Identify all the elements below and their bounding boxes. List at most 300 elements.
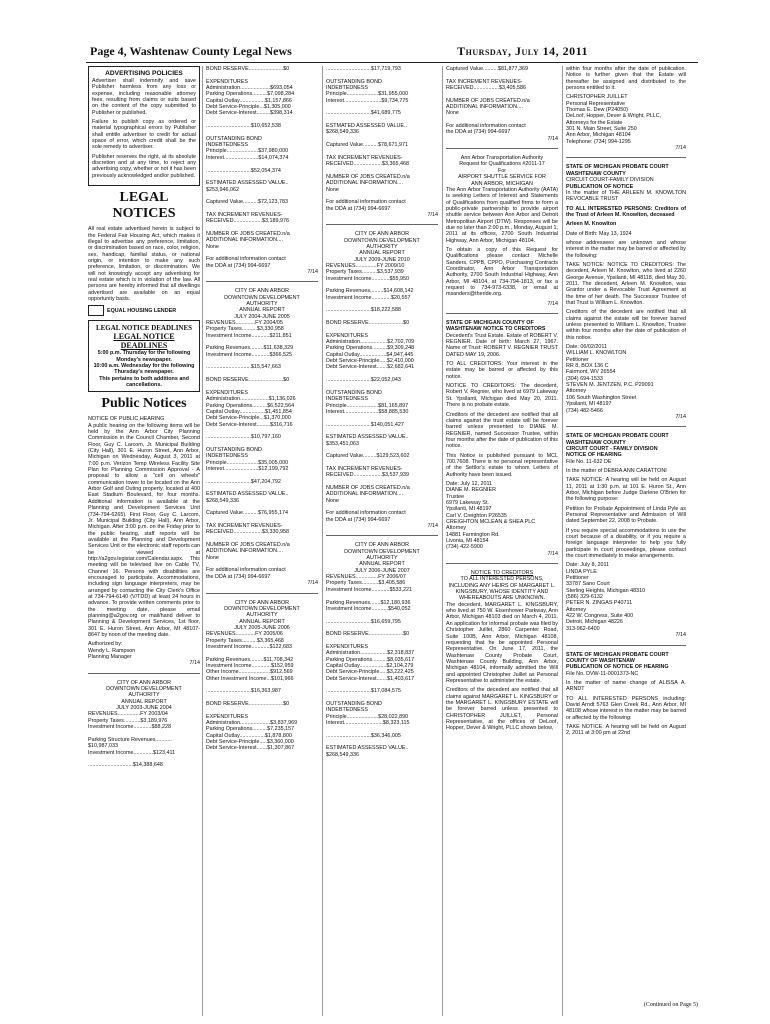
report-heading: JULY 2004-JUNE 2005 [234, 313, 290, 320]
text-line: Capital Outlay.................$1,157,866 [206, 97, 292, 104]
text-line: Fairmont, WV 26554 [566, 369, 616, 376]
text-line: NUMBER OF JOBS CREATED.n/a [326, 485, 410, 491]
text-line: Investment Income............$122,683 [206, 643, 292, 650]
notice-text: TAKE NOTICE: NOTICE TO CREDITORS: The decedent, Arleen M. Knowlton, who lived at 2260 George Avenue, Ypsilanti, MI 48118, died May 30, 2011. The decedent, Arleen M. Knowlton, was Grantor under a Revocable Trust Agreement at the time of her death. The Successor Trustee of that Trust is William L. Knowlton. [566, 261, 686, 306]
report-heading: AUTHORITY [246, 612, 278, 619]
notice-heading: STATE OF MICHIGAN PROBATE COURT WASHTENAW COUNTY [566, 433, 669, 446]
notice-date: 7/14 [675, 632, 686, 639]
notice-heading: TO ALL INTERESTED PERSONS, INCLUDING ANY HEIRS OF MARGARET L. KINGSBURY, WHOSE IDENTITY AND WHEREABOUTS ARE UNKNOWN. [448, 576, 556, 602]
text-line: Investment Income............$88,228 [88, 724, 171, 731]
fair-housing-text: All real estate advertised herein is subject to the Federal Fair Housing Act, which makes it illegal to advertise any preference, limitation, or discrimination based on race, color, religion, sex, handicap, familial status, or national origin, or intention to make any such preference, limitation, or discrimination. We will not knowingly accept any advertising for real estate which is in violation of the law. All persons are hereby informed that all dwellings advertised are available on an equal opportunity basis. [88, 226, 200, 302]
report-heading: CITY OF ANN ARBOR [116, 679, 172, 686]
deadlines-title-large: LEGAL NOTICE DEADLINES [113, 332, 175, 351]
text-line: Property Taxes..........$3,537,939 [326, 269, 404, 276]
notice-text: The decedent, MARGARET L. KINGSBURY, who lived at 750 W. Eisenhower Parkway, Ann Arbor, Michigan 48103 died on March 4, 2011. An application for informal probate was filed by Christopher Juillet, 2860 Carpenter Road, Suite 100B, Ann Arbor, Michigan 48108, requesting that he be appointed Personal Representative. On June 17, 2011, the Washtenaw County Probate Court, Washtenaw County Building, Ann Arbor, Michigan 48104, informally admitted the Will and appointed Christopher Juillet as Personal Representative to administer the estate. [446, 601, 558, 684]
hearing-heading: NOTICE OF PUBLIC HEARING [88, 416, 165, 423]
text-line: Debt Service-Principle...$1,305,000 [206, 104, 291, 111]
text-line: 33787 Sano Court [566, 581, 610, 588]
text-line: Capital Outlay..................$2,104,279 [326, 662, 414, 669]
text-line: Date: July 8, 2011 [566, 562, 610, 569]
report-heading: DOWNTOWN DEVELOPMENT [106, 686, 182, 693]
text-line: Attorney [446, 525, 467, 532]
text-line: Petitioner [566, 575, 589, 582]
text-line: Parking Operations..........$7,235,157 [206, 726, 295, 733]
text-line: Parking Operations..........$6,522,564 [206, 402, 295, 409]
column-divider [322, 66, 323, 1016]
text-line: DeLoof, Hopper, Dever & Wright, PLLC, [566, 113, 662, 120]
divider [566, 157, 686, 158]
text-line: the DDA at (734) 994-6697 [446, 129, 511, 136]
notice-heading: STATE OF MICHIGAN COUNTY OF WASHTENAW NOTICE TO CREDITORS [446, 320, 546, 333]
notice-text: Creditors of the decedent are notified that all claims against the trust estate will be forever barred unless presented to DIANE M. REGNIER, named Successor Trustee, within four months after the date of publication of this notice. [446, 411, 558, 450]
text-line: Other Investment Income...$101,966 [206, 675, 294, 682]
report-heading: DOWNTOWN DEVELOPMENT [344, 548, 420, 555]
text-line: Parking Operations..........$9,309,248 [326, 345, 415, 352]
text-line: the DDA at (734) 994-6697 [206, 573, 271, 580]
divider [446, 313, 558, 314]
text-line: ESTIMATED ASSESSED VALUE.. [326, 745, 409, 752]
rfq-text: The Ann Arbor Transportation Authority (AATA) is seeking Letters of Interest and Statements of Qualifications from qualified firms to form a public-private partnership to provide airport shuttle service between Ann Arbor and Detroit Metropolitan Airport (DTW). Responses will be due no later than 2:00 p.m., Monday, August 1, 2011 at its offices, 2700 South Industrial Highway, Ann Arbor, Michigan 48104. [446, 186, 558, 244]
ad-paragraph: Publisher reserves the right, at its absolute discretion and at any time, to reject any advertising copy, whether or not it has been previously acknowledged and/or published. [92, 153, 196, 179]
notice-text: Creditors of the decedent are notified that all claims against MARGARET L. KINGSBURY or the MARGARET L. KINGSBURY ESTATE will be forever barred unless presented to CHRISTOPHER JUILLET, Personal Representative, at the offices of DeLoof, Hopper, Dever & Wright, PLLC shown below, [446, 687, 558, 732]
text-line: RECEIVED...................$3,189,976 [206, 218, 289, 225]
text-line: For additional information contact [206, 256, 286, 263]
text-line: None [326, 186, 339, 193]
text-line: ESTIMATED ASSESSED VALUE.. [326, 434, 409, 441]
notice-date: 7/14 [189, 660, 200, 667]
text-line: Investment Income............$55,950 [326, 275, 409, 282]
text-line: BOND RESERVE.......................$0 [206, 377, 290, 384]
text-line: Interest.......................$58,885,530 [326, 408, 409, 415]
text-line: 14881 Farmington Rd. [446, 531, 500, 538]
text-line: For additional information contact [206, 567, 286, 574]
text-line: Trustee [446, 493, 465, 500]
text-line: Carl V. Creighton P26535 [446, 512, 507, 519]
notice-date: 7/14 [675, 413, 686, 420]
rfq-heading: AIRPORT SHUTTLE SERVICE FOR [458, 174, 546, 181]
text-line: Administration..................$2,702,709 [326, 339, 415, 346]
deadline-line: Thursday's newspaper. [114, 369, 174, 376]
text-line: (734) 422-5900 [446, 544, 483, 551]
text-line: Other Income.....................$912,569 [206, 669, 293, 676]
text-line: ADDITIONAL INFORMATION.... [446, 104, 523, 111]
text-line: Property Taxes..........$3,330,958 [206, 326, 284, 333]
text-line: Debt Service-Interest.......$1,403,617 [326, 675, 415, 682]
text-line: Captured Value..........$72,123,783 [206, 199, 289, 206]
text-line: $268,549,336 [206, 497, 239, 504]
text-line: RR 8, BOX 136 C [566, 363, 609, 370]
report-rows [446, 66, 558, 136]
text-line: RECEIVED...................$3,330,958 [206, 529, 289, 536]
divider [326, 535, 438, 536]
text-line: ..............................$41,689,775 [326, 110, 401, 117]
text-line: Investment Income............$533,221 [326, 586, 412, 593]
text-line: Debt Service-Interest.........$316,716 [206, 421, 293, 428]
text-line: Captured Value..........$76,955,174 [206, 510, 289, 517]
notice-text: File No. DVW-11-0001373-NC [566, 670, 639, 677]
hearing-text: A public hearing on the following items will be held by the Ann Arbor City Planning Commission in the Council Chamber, Second Floor, Guy C. Larcom, Jr. Municipal Building (City Hall), 301 E. Huron Street, Ann Arbor, Michigan on Wednesday, August 3, 2011 at 7:00 p.m. Verizon Temp Wireless Facility Site Plan for Planning Commission Approval - A proposal to allow a "cell on wheels" communication tower to be located on the Ann Arbor Golf and Outing property, located at 400 East Stadium Boulevard, for four months. Additional information is available at the Planning and Development Services Unit (734-794-6265). First Floor, Guy C. Larcom, Jr. Municipal Building (City Hall), Ann Arbor, Michigan. After 3:00 p.m. on the Friday prior to the public hearing, staff reports will be available at the Planning and Development Services Unit or the electronic staff reports can be viewed at http://a2gov.legistar.com/Calendar.aspx. This meeting will be televised live on Cable TV, Channel 16. Persons with disabilities are encouraged to participate. Accommodations, including sign language interpreters, may be arranged by contacting the City Clerk's Office at 734-794-6140 (V/TDD) at least 24 hours in advance. To provide written comments prior to the meeting date, please email planning@a2gov.org or mail/hand deliver to Planning & Development Services, 1st floor, 301 E. Huron Street, Ann Arbor, MI 48107-8647 by noon of the meeting date. [88, 422, 200, 639]
report-heading: ANNUAL REPORT [121, 698, 167, 705]
text-line: ..............................$16,659,795 [326, 618, 401, 625]
signature-block [566, 562, 686, 632]
text-line: the DDA at (734) 994-6697 [206, 262, 271, 269]
text-line: TAX INCREMENT REVENUES- [326, 154, 403, 161]
text-line: $253,946,062 [206, 186, 239, 193]
notice-text: If you require special accommodations to use the court because of a disability, or if you require a foreign language interpreter to help you fully participate in court proceedings, please contact the court immediately to make arrangements. [566, 527, 686, 560]
divider [446, 563, 558, 564]
text-line: Debt Service-Principle.....$3,360,000 [206, 739, 294, 746]
text-line: ..............................$36,346,005 [326, 732, 401, 739]
notice-text: TO ALL CREDITORS: Your interest in the estate may be barred or affected by this notice. [446, 361, 558, 380]
text-line: TAX INCREMENT REVENUES- [206, 211, 283, 218]
text-line: Captured Value.........$129,523,602 [326, 453, 410, 460]
text-line: BOND RESERVE.......................$0 [326, 631, 410, 638]
notice-text: within four months after the date of publication. Notice is further given that the Estate will thereafter be assigned and distributed to the persons entitled to it. [566, 66, 686, 92]
report-heading: ANNUAL REPORT [359, 561, 405, 568]
deadline-line: 10:00 a.m. Wednesday for the following [93, 362, 195, 369]
text-line: REVENUES..............FY 2009/10 [326, 262, 405, 269]
text-line: TAX INCREMENT REVENUES- [446, 78, 523, 85]
notice-date: 7/14 [547, 550, 558, 557]
text-line: RECEIVED.................$3,405,586 [446, 85, 526, 92]
rfq-text: To obtain a copy of this Request for Qualifications please contact Michelle Sanders, CPPB, CPPO, Purchasing Contracts Coordinator, Ann Arbor Transportation Authority, 2700 South Industrial Highway, Ann Arbor, MI 48104, at 734-794-1813, or fax a request to 734-973-6338, or email at msanders@theride.org. [446, 246, 558, 298]
notice-text: TAKE NOTICE: A hearing will be held on August 11, 2011 at 1:30 p.m. at 101 E. Huron St., Ann Arbor, Michigan before Judge Darlene O'Brien for the following purpose: [566, 477, 686, 503]
text-line: Parking Operations..........$7,098,284 [206, 91, 295, 98]
text-line: EXPENDITURES [206, 78, 248, 85]
notice-subheading: NOTICE OF HEARING [566, 452, 622, 459]
text-line: Debt Service-Interest.......$2,682,641 [326, 364, 415, 371]
column-4 [446, 66, 558, 1016]
text-line: TAX INCREMENT REVENUES- [326, 465, 403, 472]
text-line: For additional information contact [326, 510, 406, 517]
divider [206, 281, 318, 282]
text-line: RECEIVED...................$3,365,468 [326, 161, 409, 168]
notice-text: TO ALL INTERESTED PERSONS including: David Arndt 5763 Glen Creek Rd., Ann Arbor, MI 48108 whose interest in the matter may be barred or affected by the following: [566, 695, 686, 721]
notice-subheading: CIRCUIT COURT - FAMILY DIVISION [566, 445, 658, 452]
text-line: REVENUES.............FY 2004/05 [206, 320, 283, 327]
text-line: Administration..................$2,318,837 [326, 650, 415, 657]
text-line: RECEIVED...................$3,537,939 [326, 472, 409, 479]
text-line: $268,549,336 [326, 129, 359, 136]
text-line: Capital Outlay..................$4,947,445 [326, 351, 414, 358]
text-line: Principle.....................$28,022,890 [326, 713, 409, 720]
text-line: None [446, 110, 459, 117]
text-line: EXPENDITURES [206, 389, 248, 396]
rfq-heading: Request for Qualifications #2011-17 [459, 161, 545, 168]
signer-name: Wendy L. Rampson [88, 647, 136, 654]
text-line: Interest.......................$12,199,792 [206, 465, 289, 472]
notice-text: whose addressees are unknown and whose interest in the matter may be barred or affected by the following: [566, 239, 686, 259]
text-line: Debt Service-Principle.....$2,410,000 [326, 358, 414, 365]
text-line: Administration....................$3,837,969 [206, 720, 298, 727]
notice-text: In the matter of DEBRA ANN CARATTONI [566, 467, 667, 474]
text-line: OUTSTANDING BOND [206, 446, 262, 453]
text-line: ..............................$47,204,792 [206, 478, 281, 485]
text-line: (734) 482-5466 [566, 407, 603, 414]
house-icon [88, 305, 104, 316]
text-line: Detroit, Michigan 48226 [566, 619, 623, 626]
text-line: REVENUES...............FY 2006/07 [326, 574, 406, 581]
text-line: INDEBTEDNESS [326, 707, 368, 714]
text-line: Date: July 12, 2011 [446, 480, 493, 487]
text-line: INDEBTEDNESS [206, 142, 248, 149]
text-line: NUMBER OF JOBS CREATED.n/a [326, 173, 410, 180]
report-heading: CITY OF ANN ARBOR [354, 542, 410, 549]
ad-paragraph: Advertiser shall indemnify and save Publisher harmless from any loss or expense, including reasonable attorney fees, resulting from claims or suits based on the content of the copy submitted to Publisher or published. [92, 78, 196, 116]
text-line: PETER N. ZINGAS P40711 [566, 600, 633, 607]
deadline-line: 5:00 p.m. Thursday for the following [97, 350, 191, 357]
text-line: the DDA at (734) 994-6697 [326, 205, 391, 212]
text-line: ..............................$18,222,588 [326, 307, 401, 314]
text-line: ..............................$16,363,987 [206, 688, 281, 695]
notice-heading: STATE OF MICHIGAN PROBATE COURT COUNTY OF WASHTENAW [566, 651, 669, 664]
report-heading: ANNUAL REPORT [239, 618, 285, 625]
notice-text: Arleen M. Knowlton [566, 221, 617, 228]
text-line: 301 N. Main Street, Suite 250 [566, 126, 637, 133]
text-line: ADDITIONAL INFORMATION.... [206, 237, 283, 244]
text-line: OUTSTANDING BOND [326, 701, 382, 707]
text-line: Sterling Heights, Michigan 48310 [566, 587, 646, 594]
report-heading: CITY OF ANN ARBOR [354, 231, 410, 238]
text-line: NUMBER OF JOBS CREATED.n/a [446, 97, 530, 104]
text-line: OUTSTANDING BOND [206, 135, 262, 142]
text-line: ..............................$17,719,793 [326, 66, 401, 72]
notice-text: TO ALL INTERESTED PERSONS: Creditors of the Trust of Arleen M. Knowlton, deceased [566, 205, 686, 218]
text-line: the DDA at (734) 994-6697 [326, 516, 391, 523]
text-line: Property Taxes..........$3,365,468 [206, 637, 284, 644]
text-line: Thomas E. Dew (P24050) [566, 107, 629, 114]
column-divider [202, 66, 203, 1016]
column-5 [566, 66, 686, 1016]
issue-date: Thursday, July 14, 2011 [457, 44, 588, 58]
text-line: Parking Structure Revenues........... [88, 736, 172, 743]
text-line: Investment Income...........$540,052 [326, 605, 411, 612]
report-rows [206, 320, 318, 580]
notice-date: 7/14 [675, 145, 686, 152]
text-line: INDEBTEDNESS [206, 453, 248, 460]
divider [566, 426, 686, 427]
text-line: Interest.......................$14,074,374 [206, 154, 289, 161]
notice-heading: NOTICE TO CREDITORS [470, 570, 534, 577]
text-line: ESTIMATED ASSESSED VALUE.. [206, 491, 289, 498]
text-line: REVENUES...............FY 2003/04 [88, 711, 168, 718]
signer-role: Planning Manager [88, 654, 132, 661]
text-line: CHRISTOPHER JUILLET [566, 94, 628, 101]
text-line: INDEBTEDNESS [326, 396, 368, 403]
rfq-heading: For [497, 167, 507, 174]
text-line: Date: 06/02/2011 [566, 344, 607, 351]
text-line: 6979 Lakeway St. [446, 499, 489, 506]
notice-subheading: CIRCUIT COURT-FAMILY DIVISION [566, 177, 654, 184]
advertising-policies-title: ADVERTISING POLICIES [105, 70, 183, 77]
text-line: NUMBER OF JOBS CREATED.n/a [206, 542, 290, 549]
rfq-heading: Ann Arbor Transportation Authority [460, 155, 544, 162]
column-divider [442, 66, 443, 1016]
text-line: Debt Service-Principle.....$3,222,425 [326, 669, 414, 676]
text-line: Captured Value..........$78,671,971 [326, 142, 409, 149]
report-heading: DOWNTOWN DEVELOPMENT [224, 294, 300, 301]
text-line: Property Taxes...........$3,405,586 [326, 580, 406, 587]
text-line: EXPENDITURES [326, 332, 368, 339]
notice-date: 7/14 [307, 580, 318, 587]
deadlines-title: LEGAL NOTICE DEADLINES [95, 324, 193, 333]
text-line: Attorney [566, 606, 587, 613]
text-line: Investment Income............$366,525 [206, 351, 292, 358]
report-heading: DOWNTOWN DEVELOPMENT [344, 237, 420, 244]
text-line: ..............................$15,547,663 [206, 364, 281, 371]
text-line: (586) 329-6132 [566, 594, 603, 601]
page-header [86, 44, 698, 63]
text-line: None [326, 497, 339, 504]
report-rows [88, 711, 200, 768]
text-line: Debt Service-Interest.........$398,314 [206, 110, 293, 117]
text-line: For additional information contact [326, 199, 406, 206]
text-line: Capital Outlay.................$1,878,800 [206, 732, 292, 739]
text-line: ESTIMATED ASSESSED VALUE.. [206, 180, 289, 187]
text-line: Captured Value..........$81,877,369 [446, 66, 529, 72]
text-line: TAX INCREMENT REVENUES- [206, 523, 283, 530]
text-line: ..............................$52,054,374 [206, 167, 281, 174]
report-heading: JULY 2009-JUNE 2010 [354, 256, 410, 263]
report-heading: ANNUAL REPORT [239, 307, 285, 314]
text-line: For additional information contact [446, 123, 526, 130]
text-line: ADDITIONAL INFORMATION.... [206, 548, 283, 555]
text-line: BOND RESERVE.......................$0 [206, 701, 290, 707]
text-line: REVENUES.............FY 2005/06 [206, 631, 283, 638]
text-line: Principle.....................$35,005,000 [206, 459, 289, 466]
text-line: WILLIAM L. KNOWLTON [566, 350, 627, 357]
notice-date: 7/14 [427, 211, 438, 218]
notice-text: This Notice is published pursuant to MCL 700.7608. There is no personal representative of the Settlor's estate to whom Letters of Authority have been issued. [446, 452, 558, 478]
text-line: Principle.....................$31,955,000 [326, 91, 409, 98]
text-line: Administration....................$693,054 [206, 85, 293, 92]
notice-date: 7/14 [547, 135, 558, 142]
text-line: Attorneys for the Estate [566, 119, 623, 126]
text-line: ..............................$14,388,648 [88, 762, 163, 769]
text-line: Debt Service-Interest.......$1,307,867 [206, 745, 295, 752]
text-line: Investment Income.............$123,411 [88, 749, 176, 756]
notice-date: 7/14 [307, 269, 318, 275]
divider [88, 673, 200, 674]
text-line: NUMBER OF JOBS CREATED.n/a [206, 230, 290, 237]
notice-text: NOTICE TO CREDITORS: The decedent, Robert V. Regnier, who lived at 6979 Lakeway St. Ypsilanti, Michigan died May 20, 2011. There is no probate estate. [446, 383, 558, 409]
text-line: Investment Income.............$20,557 [326, 294, 411, 301]
text-line: ..............................$10,652,538 [206, 123, 281, 130]
text-line: BOND RESERVE.......................$0 [326, 320, 410, 327]
text-line: Telephone: (734) 994-1295 [566, 138, 631, 145]
report-heading: JULY 2006-JUNE 2007 [354, 567, 410, 574]
text-line: $10,987,033 [88, 743, 118, 750]
text-line: Ypsilanti, MI 48197 [566, 401, 612, 408]
report-rows [206, 66, 318, 269]
deadlines-box [88, 320, 200, 392]
text-line: Administration...................$1,136,026 [206, 396, 296, 403]
text-line: Parking Operations..........$8,035,617 [326, 656, 415, 663]
notice-text: Petition for Probate Appointment of Linda Pyle as Personal Representative and Admission of Will dated September 22, 2008 to Probate. [566, 505, 686, 525]
text-line: LINDA PYLE [566, 568, 597, 575]
text-line: Capital Outlay.................$1,451,854 [206, 408, 292, 415]
text-line: ..............................$22,052,043 [326, 377, 401, 384]
text-line: Livonia, MI 48154 [446, 538, 489, 545]
text-line: EXPENDITURES [206, 713, 248, 720]
text-line: BOND RESERVE.......................$0 [206, 66, 290, 72]
authorized-by: Authorized by: [88, 641, 123, 648]
text-line: STEVEN M. JENTZEN, P.C. P29091 [566, 382, 654, 389]
notice-text: Decedent's Trust Estate. Estate of ROBERT V. REGNIER. Date of birth: March 27, 1967. Name of Trust: ROBERT V. REGNIER TRUST DATED MAY 19, 2006. [446, 332, 558, 358]
notice-text: Date of Birth: May 13, 1924 [566, 230, 632, 237]
divider [206, 593, 318, 594]
notice-subheading: PUBLICATION OF NOTICE [566, 183, 634, 190]
text-line: 313-962-6400 [566, 625, 600, 632]
text-line: Principle.....................$81,165,897 [326, 402, 409, 409]
notice-text: In the matter of THE ARLEEN M. KNOWLTON REVOCABLE TRUST [566, 189, 686, 203]
report-heading: AUTHORITY [366, 555, 398, 562]
report-heading: AUTHORITY [246, 301, 278, 308]
text-line: Interest..........................$8,323,115 [326, 720, 410, 727]
text-line: DIANE M. REGNIER [446, 487, 497, 494]
notice-text: In the matter of name change of ALISSA A. ARNDT [566, 679, 686, 693]
continued-note: (Continued on Page 5) [643, 1002, 698, 1008]
notice-date: 7/14 [547, 300, 558, 307]
divider [326, 224, 438, 225]
column-2 [206, 66, 318, 1016]
text-line: Parking Revenues.........$14,608,142 [326, 288, 414, 295]
notice-subheading: PUBLICATION OF NOTICE OF HEARING [566, 664, 669, 671]
divider [566, 645, 686, 646]
column-divider [562, 66, 563, 1016]
report-heading: CITY OF ANN ARBOR [234, 288, 290, 295]
text-line: Personal Representative [566, 100, 626, 107]
ad-paragraph: Failure to publish copy as ordered or material typographical errors by Publisher shall entitle advertiser to credit for actual space of error, which credit shall be the sole remedy to advertiser. [92, 119, 196, 151]
text-line: Property Taxes...........$3,189,976 [88, 717, 168, 724]
public-notices-title: Public Notices [101, 396, 187, 412]
text-line: Parking Revenues.........$11,638,329 [206, 345, 294, 352]
text-line: CREIGHTON MCLEAN & SHEA PLC [446, 519, 536, 525]
text-line: 422 W. Congress, Suite 400 [566, 613, 634, 620]
signature-block [566, 344, 686, 414]
report-heading: DOWNTOWN DEVELOPMENT [224, 605, 300, 612]
text-line: OUTSTANDING BOND [326, 78, 382, 85]
notice-text: File No. 11-632 DE [566, 458, 612, 465]
text-line: Attorney [566, 388, 587, 395]
text-line: EXPENDITURES [326, 643, 368, 650]
column-1 [88, 66, 200, 1016]
page-body [88, 66, 700, 1016]
advertising-policies-box [88, 66, 200, 186]
report-rows [326, 66, 438, 212]
report-heading: AUTHORITY [128, 692, 160, 699]
text-line: Parking Revenues.......$12,180,936 [326, 599, 411, 606]
signature-block [446, 481, 558, 551]
text-line: Parking Revenues.........$11,708,342 [206, 656, 294, 663]
text-line: Ann Arbor, Michigan 48104 [566, 132, 631, 139]
text-line: 106 South Washington Street [566, 394, 637, 401]
report-rows [206, 631, 318, 752]
deadline-line: This pertains to both additions and cancellations. [99, 375, 189, 388]
notice-text: Creditors of the decedent are notified that all claims against the estate will be forever barred unless presented to William L. Knowlton, Trustee within four months after the date of publication of this notice. [566, 309, 686, 341]
text-line: None [206, 554, 219, 561]
signature-block [566, 94, 686, 145]
equal-housing-logo: EQUAL HOUSING LENDER [88, 305, 200, 316]
deadline-line: Monday's newspaper. [116, 356, 172, 363]
text-line: $353,451,063 [326, 440, 359, 447]
column-3 [326, 66, 438, 1016]
report-heading: AUTHORITY [366, 243, 398, 250]
text-line: Investment Income.............$152,959 [206, 662, 294, 669]
report-rows [326, 263, 438, 523]
text-line: ..............................$10,797,160 [206, 434, 281, 441]
page-number-title: Page 4, Washtenaw County Legal News [90, 44, 292, 58]
